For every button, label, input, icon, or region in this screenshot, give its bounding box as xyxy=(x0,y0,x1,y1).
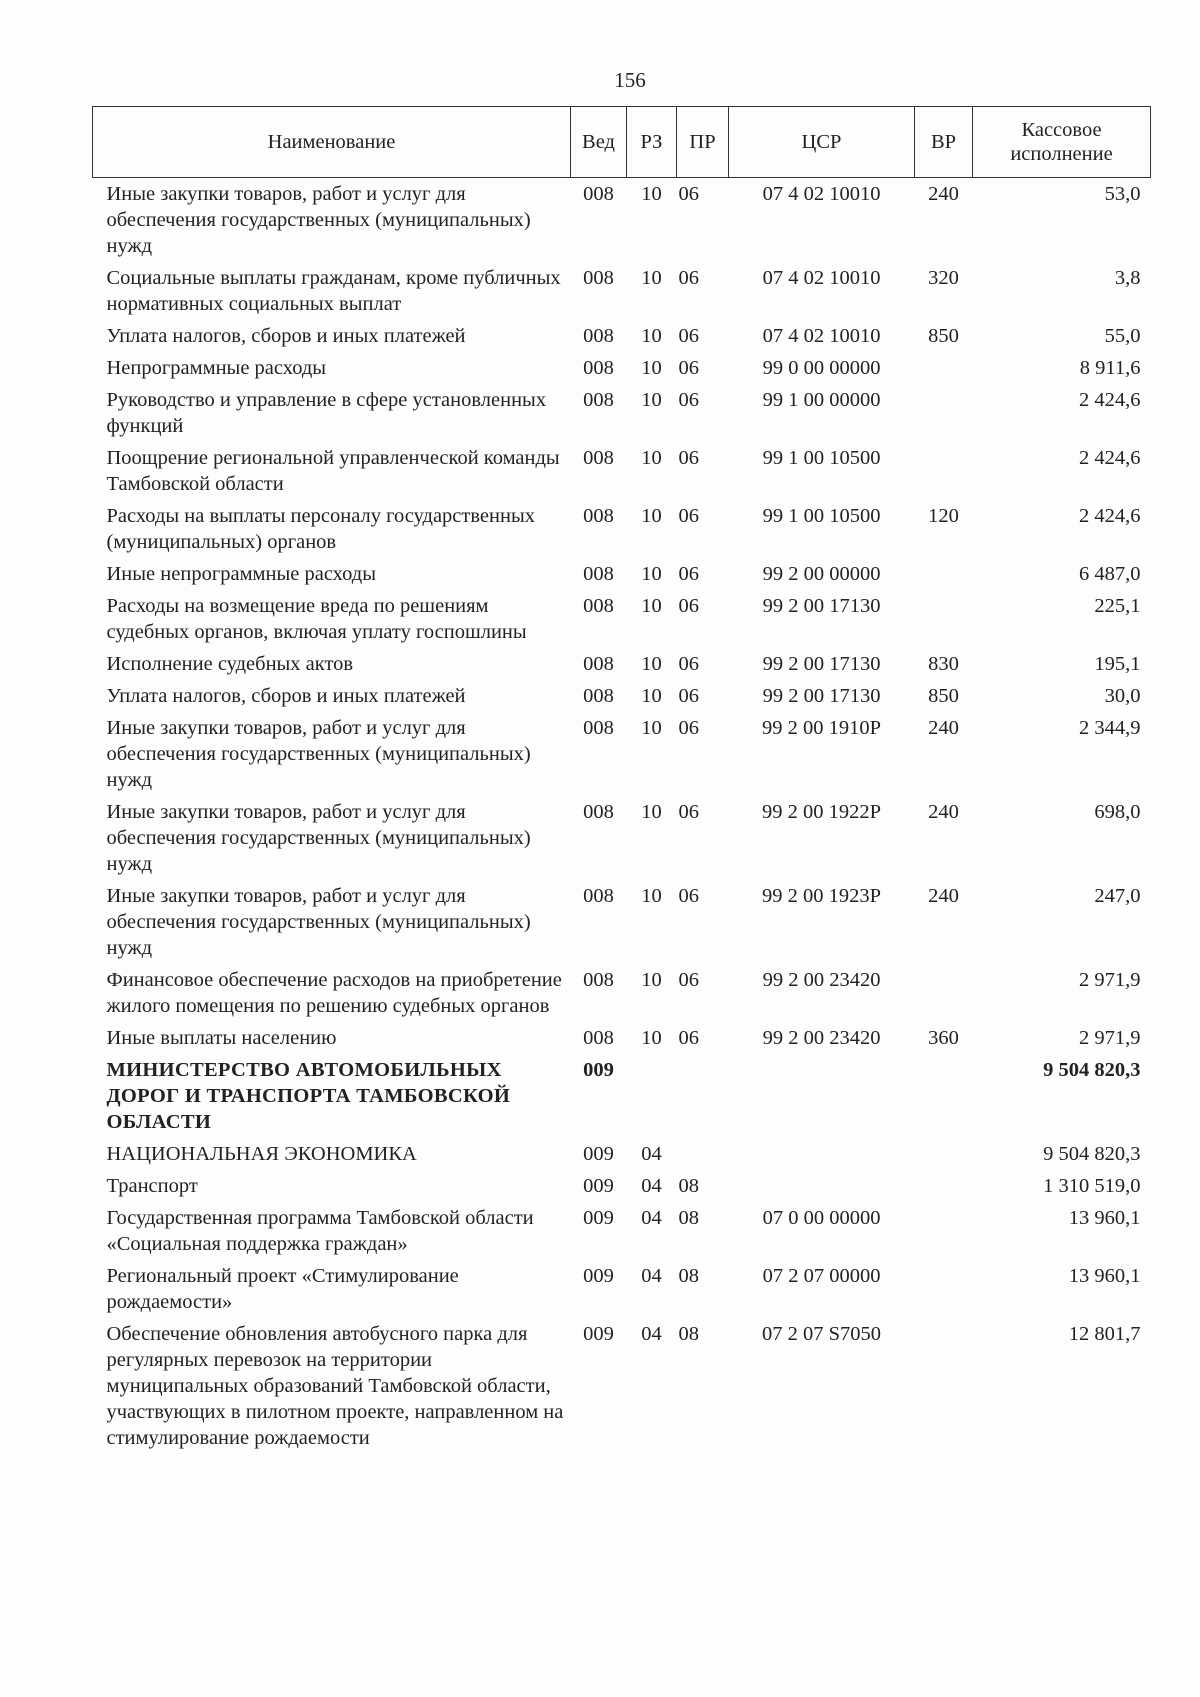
cell-sum: 2 344,9 xyxy=(1079,717,1141,739)
table-row xyxy=(93,1318,1151,1454)
cell-pr: 06 xyxy=(678,357,699,379)
cell-name: НАЦИОНАЛЬНАЯ ЭКОНОМИКА xyxy=(106,1143,417,1165)
cell-sum: 2 424,6 xyxy=(1079,505,1141,527)
table-row xyxy=(93,1202,1151,1260)
cell-name: Иные выплаты населению xyxy=(106,1027,337,1049)
cell-name: Расходы на выплаты персоналу государственных (муниципальных) органов xyxy=(106,505,535,553)
cell-ved: 008 xyxy=(583,969,614,991)
cell-sum: 2 971,9 xyxy=(1079,969,1141,991)
cell-vr xyxy=(915,1260,973,1318)
header-pr: ПР xyxy=(677,107,729,178)
cell-ved: 008 xyxy=(583,183,614,205)
budget-table xyxy=(92,106,1151,1454)
table-row xyxy=(93,648,1151,680)
cell-rz: 10 xyxy=(641,685,662,707)
cell-sum: 247,0 xyxy=(1094,885,1141,907)
cell-sum: 2 971,9 xyxy=(1079,1027,1141,1049)
cell-sum: 195,1 xyxy=(1094,653,1141,675)
cell-sum: 9 504 820,3 xyxy=(1043,1143,1141,1165)
cell-rz: 10 xyxy=(641,885,662,907)
cell-name: Иные закупки товаров, работ и услуг для обеспечения государственных (муниципальных) нужд xyxy=(106,885,531,959)
cell-ved: 009 xyxy=(583,1323,614,1345)
cell-vr: 850 xyxy=(928,685,959,707)
cell-rz: 10 xyxy=(641,1027,662,1049)
cell-rz: 10 xyxy=(641,563,662,585)
cell-pr: 08 xyxy=(678,1265,699,1287)
cell-pr: 06 xyxy=(678,685,699,707)
cell-ved: 008 xyxy=(583,357,614,379)
table-row xyxy=(93,500,1151,558)
cell-vr xyxy=(915,964,973,1022)
table-header xyxy=(93,107,1151,178)
table-row xyxy=(93,880,1151,964)
cell-vr xyxy=(915,352,973,384)
cell-vr: 320 xyxy=(928,267,959,289)
cell-vr: 850 xyxy=(928,325,959,347)
table-row xyxy=(93,796,1151,880)
cell-rz: 04 xyxy=(641,1175,662,1197)
cell-ved: 008 xyxy=(583,1027,614,1049)
cell-sum: 698,0 xyxy=(1094,801,1141,823)
cell-sum: 30,0 xyxy=(1104,685,1141,707)
cell-pr: 08 xyxy=(678,1175,699,1197)
cell-vr xyxy=(915,590,973,648)
cell-ved: 008 xyxy=(583,885,614,907)
cell-pr: 06 xyxy=(678,267,699,289)
cell-ved: 009 xyxy=(583,1059,614,1081)
cell-name: Уплата налогов, сборов и иных платежей xyxy=(106,325,466,347)
cell-csr: 99 2 00 23420 xyxy=(762,969,881,991)
cell-vr xyxy=(915,384,973,442)
cell-ved: 008 xyxy=(583,685,614,707)
cell-rz: 10 xyxy=(641,653,662,675)
header-name: Наименование xyxy=(93,107,571,178)
cell-csr xyxy=(729,1054,915,1138)
cell-vr: 240 xyxy=(928,801,959,823)
table-row xyxy=(93,1054,1151,1138)
cell-vr: 360 xyxy=(928,1027,959,1049)
table-row xyxy=(93,442,1151,500)
cell-csr: 99 2 00 23420 xyxy=(762,1027,881,1049)
table-row xyxy=(93,590,1151,648)
cell-csr: 07 2 07 S7050 xyxy=(761,1323,882,1345)
cell-sum: 53,0 xyxy=(1104,183,1141,205)
cell-ved: 008 xyxy=(583,447,614,469)
cell-vr xyxy=(915,1054,973,1138)
cell-pr: 06 xyxy=(678,563,699,585)
cell-ved: 008 xyxy=(583,801,614,823)
cell-csr: 07 4 02 10010 xyxy=(762,325,881,347)
cell-pr: 06 xyxy=(678,801,699,823)
cell-rz: 04 xyxy=(641,1143,662,1165)
cell-rz: 04 xyxy=(641,1207,662,1229)
cell-sum: 2 424,6 xyxy=(1079,389,1141,411)
cell-vr: 240 xyxy=(928,717,959,739)
table-row xyxy=(93,352,1151,384)
cell-rz: 10 xyxy=(641,969,662,991)
cell-name: Иные закупки товаров, работ и услуг для обеспечения государственных (муниципальных) нужд xyxy=(106,717,531,791)
table-row xyxy=(93,1260,1151,1318)
cell-csr: 07 4 02 10010 xyxy=(762,183,881,205)
cell-sum: 55,0 xyxy=(1104,325,1141,347)
cell-rz: 10 xyxy=(641,357,662,379)
cell-name: Руководство и управление в сфере установленных функций xyxy=(106,389,547,437)
header-rz: РЗ xyxy=(627,107,677,178)
cell-ved: 009 xyxy=(583,1175,614,1197)
header-ved: Вед xyxy=(571,107,627,178)
cell-sum: 9 504 820,3 xyxy=(1043,1059,1141,1081)
cell-sum: 8 911,6 xyxy=(1079,357,1141,379)
cell-pr: 06 xyxy=(678,505,699,527)
header-csr: ЦСР xyxy=(729,107,915,178)
table-row xyxy=(93,558,1151,590)
cell-name: Региональный проект «Стимулирование рождаемости» xyxy=(106,1265,459,1313)
cell-csr: 99 1 00 10500 xyxy=(762,505,881,527)
cell-rz: 10 xyxy=(641,801,662,823)
page-number: 156 xyxy=(614,68,646,92)
cell-ved: 008 xyxy=(583,505,614,527)
cell-sum: 1 310 519,0 xyxy=(1043,1175,1141,1197)
cell-ved: 008 xyxy=(583,717,614,739)
cell-pr: 08 xyxy=(678,1323,699,1345)
cell-sum: 13 960,1 xyxy=(1068,1265,1141,1287)
cell-pr xyxy=(677,1054,729,1138)
cell-rz: 10 xyxy=(641,267,662,289)
table-row xyxy=(93,1138,1151,1170)
cell-csr: 07 2 07 00000 xyxy=(762,1265,881,1287)
cell-sum: 13 960,1 xyxy=(1068,1207,1141,1229)
cell-csr: 99 2 00 17130 xyxy=(762,685,881,707)
cell-vr xyxy=(915,1202,973,1260)
cell-vr: 120 xyxy=(928,505,959,527)
table-row xyxy=(93,712,1151,796)
cell-vr: 240 xyxy=(928,183,959,205)
cell-name: Исполнение судебных актов xyxy=(106,653,354,675)
cell-csr: 99 1 00 10500 xyxy=(762,447,881,469)
cell-pr: 06 xyxy=(678,1027,699,1049)
cell-sum: 6 487,0 xyxy=(1079,563,1141,585)
cell-name: Иные закупки товаров, работ и услуг для обеспечения государственных (муниципальных) нужд xyxy=(106,183,531,257)
table-row xyxy=(93,178,1151,263)
cell-name: Непрограммные расходы xyxy=(106,357,327,379)
cell-sum: 12 801,7 xyxy=(1068,1323,1141,1345)
table-row xyxy=(93,384,1151,442)
cell-pr: 06 xyxy=(678,325,699,347)
table-row xyxy=(93,680,1151,712)
cell-pr: 08 xyxy=(678,1207,699,1229)
cell-pr: 06 xyxy=(678,653,699,675)
cell-rz: 10 xyxy=(641,325,662,347)
cell-csr: 07 0 00 00000 xyxy=(762,1207,881,1229)
cell-vr xyxy=(915,1318,973,1454)
cell-ved: 008 xyxy=(583,267,614,289)
table-row xyxy=(93,262,1151,320)
cell-rz: 10 xyxy=(641,717,662,739)
table-row xyxy=(93,964,1151,1022)
cell-name: Социальные выплаты гражданам, кроме публичных нормативных социальных выплат xyxy=(106,267,561,315)
cell-vr xyxy=(915,1138,973,1170)
cell-csr: 99 2 00 17130 xyxy=(762,653,881,675)
cell-ved: 008 xyxy=(583,325,614,347)
table-row xyxy=(93,1170,1151,1202)
cell-pr: 06 xyxy=(678,717,699,739)
cell-name: МИНИСТЕРСТВО АВТОМОБИЛЬНЫХ ДОРОГ И ТРАНСПОРТА ТАМБОВСКОЙ ОБЛАСТИ xyxy=(106,1059,511,1133)
cell-rz: 04 xyxy=(641,1265,662,1287)
cell-csr: 99 0 00 00000 xyxy=(762,357,881,379)
cell-ved: 008 xyxy=(583,563,614,585)
cell-sum: 3,8 xyxy=(1114,267,1141,289)
cell-pr xyxy=(677,1138,729,1170)
cell-rz: 10 xyxy=(641,595,662,617)
cell-rz: 10 xyxy=(641,505,662,527)
header-vr: ВР xyxy=(915,107,973,178)
cell-name: Транспорт xyxy=(106,1175,198,1197)
cell-sum: 2 424,6 xyxy=(1079,447,1141,469)
cell-ved: 008 xyxy=(583,653,614,675)
cell-csr: 07 4 02 10010 xyxy=(762,267,881,289)
table-row xyxy=(93,320,1151,352)
cell-csr: 99 2 00 1922Р xyxy=(761,801,882,823)
table-row xyxy=(93,1022,1151,1054)
cell-csr xyxy=(729,1170,915,1202)
cell-pr: 06 xyxy=(678,389,699,411)
cell-name: Расходы на возмещение вреда по решениям судебных органов, включая уплату госпошлины xyxy=(106,595,527,643)
cell-pr: 06 xyxy=(678,885,699,907)
cell-pr: 06 xyxy=(678,969,699,991)
cell-name: Уплата налогов, сборов и иных платежей xyxy=(106,685,466,707)
cell-ved: 009 xyxy=(583,1265,614,1287)
cell-csr: 99 2 00 1923Р xyxy=(761,885,882,907)
cell-ved: 008 xyxy=(583,389,614,411)
cell-pr: 06 xyxy=(678,183,699,205)
cell-name: Иные закупки товаров, работ и услуг для обеспечения государственных (муниципальных) нужд xyxy=(106,801,531,875)
cell-vr: 830 xyxy=(928,653,959,675)
cell-name: Финансовое обеспечение расходов на приобретение жилого помещения по решению судебных органов xyxy=(106,969,562,1017)
cell-csr: 99 2 00 17130 xyxy=(762,595,881,617)
cell-rz xyxy=(627,1054,677,1138)
cell-rz: 10 xyxy=(641,183,662,205)
cell-vr xyxy=(915,558,973,590)
cell-name: Иные непрограммные расходы xyxy=(106,563,376,585)
cell-vr xyxy=(915,442,973,500)
cell-name: Государственная программа Тамбовской области «Социальная поддержка граждан» xyxy=(106,1207,534,1255)
cell-name: Поощрение региональной управленческой команды Тамбовской области xyxy=(106,447,560,495)
cell-ved: 009 xyxy=(583,1143,614,1165)
cell-vr xyxy=(915,1170,973,1202)
cell-pr: 06 xyxy=(678,595,699,617)
cell-csr: 99 2 00 1910Р xyxy=(761,717,882,739)
cell-ved: 008 xyxy=(583,595,614,617)
header-sum: Кассовое исполнение xyxy=(973,107,1151,178)
cell-vr: 240 xyxy=(928,885,959,907)
cell-rz: 04 xyxy=(641,1323,662,1345)
cell-name: Обеспечение обновления автобусного парка для регулярных перевозок на территории муниципальных образований Тамбовской области, участвующих в пилотном проекте, направленном на стимулирование рождаемости xyxy=(106,1323,564,1449)
cell-csr: 99 2 00 00000 xyxy=(762,563,881,585)
cell-csr: 99 1 00 00000 xyxy=(762,389,881,411)
table-body xyxy=(93,178,1151,1455)
cell-ved: 009 xyxy=(583,1207,614,1229)
cell-csr xyxy=(729,1138,915,1170)
cell-rz: 10 xyxy=(641,389,662,411)
cell-rz: 10 xyxy=(641,447,662,469)
cell-pr: 06 xyxy=(678,447,699,469)
cell-sum: 225,1 xyxy=(1094,595,1141,617)
